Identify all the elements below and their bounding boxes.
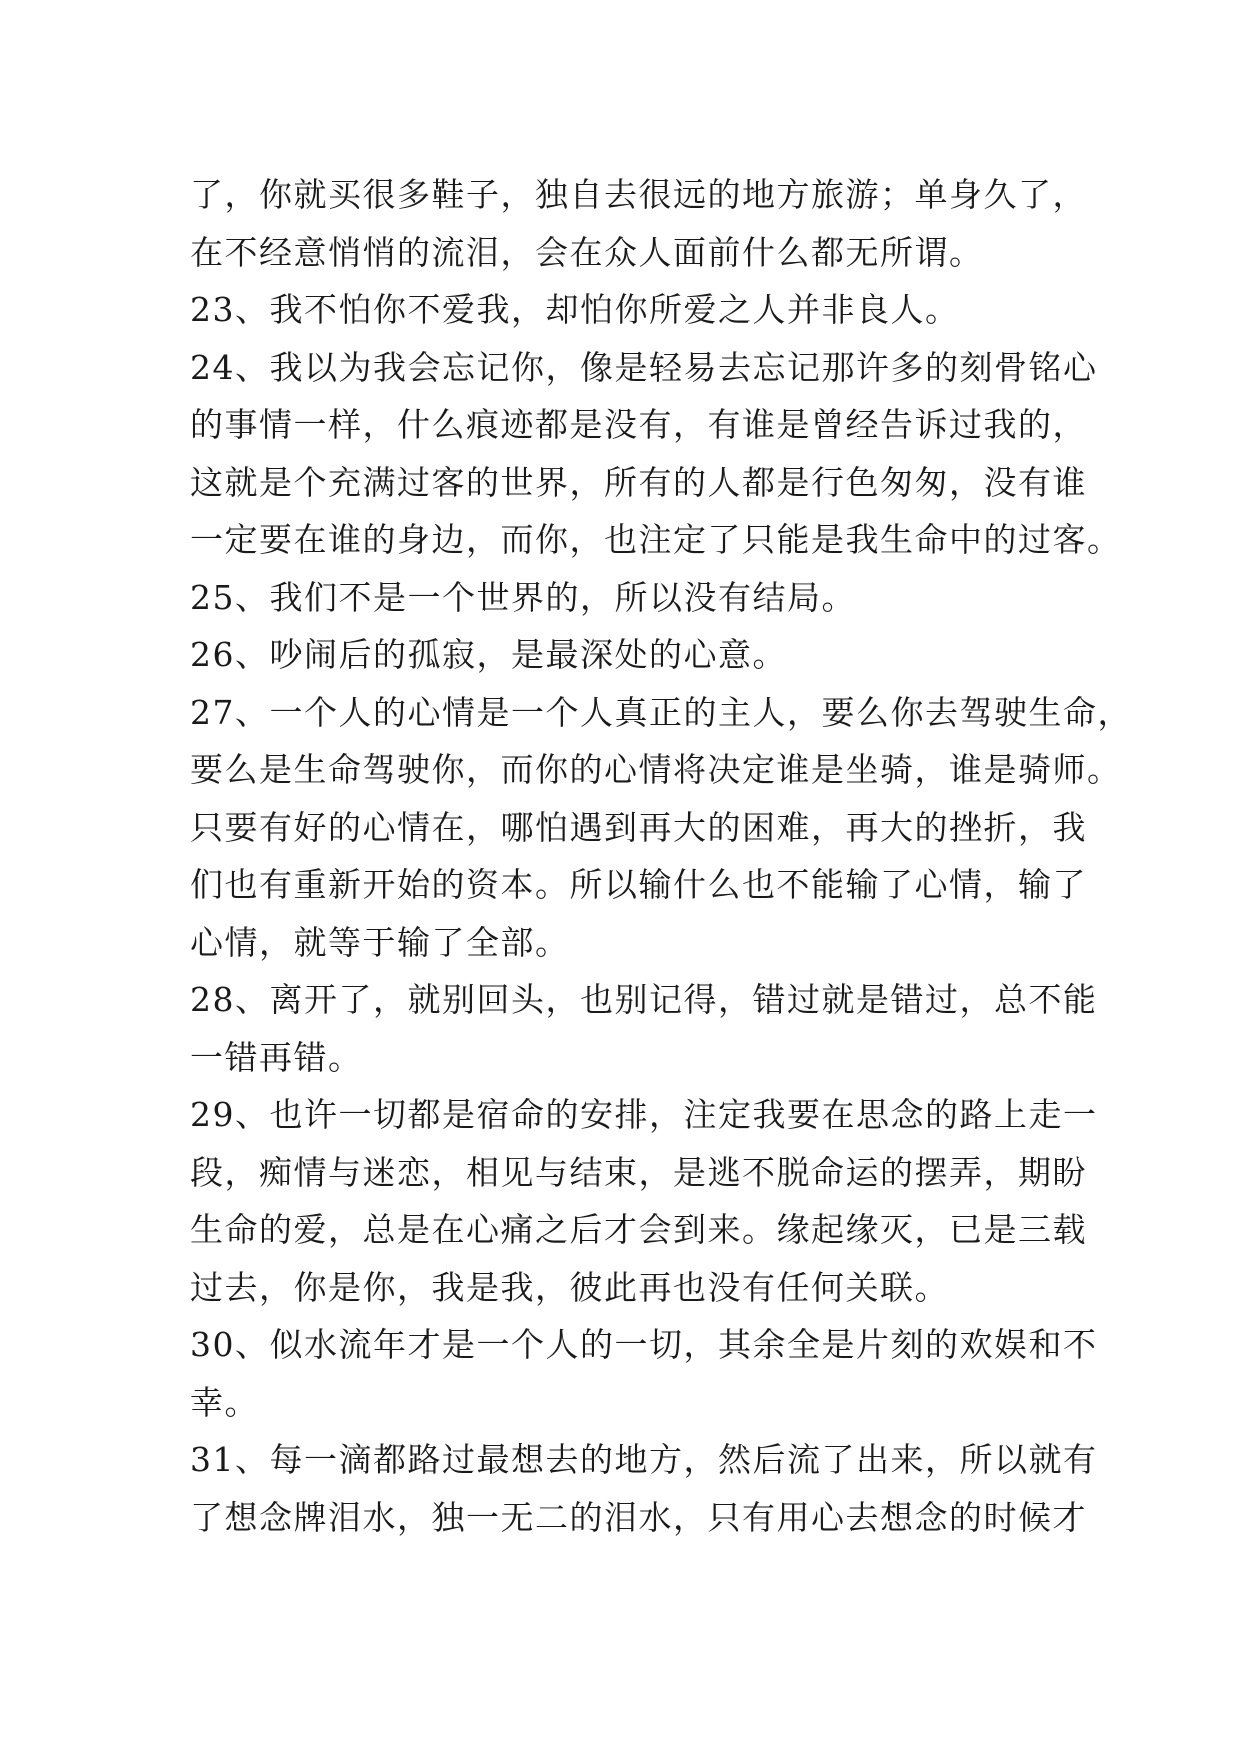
text-line: 生命的爱，总是在心痛之后才会到来。缘起缘灭，已是三载	[190, 1210, 1087, 1249]
text-line: 27、一个人的心情是一个人真正的主人，要么你去驾驶生命，	[190, 692, 1132, 732]
text-line: 了，你就买很多鞋子，独自去很远的地方旅游；单身久了，	[190, 175, 1087, 214]
text-line: 25、我们不是一个世界的，所以没有结局。	[190, 577, 856, 617]
text-line: 过去，你是你，我是我，彼此再也没有任何关联。	[190, 1267, 949, 1307]
text-line: 在不经意悄悄的流泪，会在众人面前什么都无所谓。	[190, 232, 984, 272]
text-line: 一错再错。	[190, 1037, 363, 1077]
text-line: 31、每一滴都路过最想去的地方，然后流了出来，所以就有	[190, 1440, 1098, 1479]
text-line: 30、似水流年才是一个人的一切，其余全是片刻的欢娱和不	[190, 1325, 1098, 1364]
text-line: 一定要在谁的身边，而你，也注定了只能是我生命中的过客。	[190, 520, 1122, 559]
text-line: 要么是生命驾驶你，而你的心情将决定谁是坐骑，谁是骑师。	[190, 750, 1122, 789]
text-line: 幸。	[190, 1382, 259, 1422]
text-line: 了想念牌泪水，独一无二的泪水，只有用心去想念的时候才	[190, 1497, 1087, 1537]
text-line: 只要有好的心情在，哪怕遇到再大的困难，再大的挫折，我	[190, 807, 1087, 847]
body-text	[190, 166, 1132, 1546]
text-line: 心情，就等于输了全部。	[190, 922, 570, 962]
text-line: 这就是个充满过客的世界，所有的人都是行色匆匆，没有谁	[190, 462, 1087, 502]
text-line: 29、也许一切都是宿命的安排，注定我要在思念的路上走一	[190, 1095, 1098, 1134]
text-line: 28、离开了，就别回头，也别记得，错过就是错过，总不能	[190, 980, 1098, 1019]
text-line: 23、我不怕你不爱我，却怕你所爱之人并非良人。	[190, 290, 960, 329]
text-line: 26、吵闹后的孤寂，是最深处的心意。	[190, 635, 787, 674]
text-line: 段，痴情与迷恋，相见与结束，是逃不脱命运的摆弄，期盼	[190, 1152, 1087, 1192]
text-line: 24、我以为我会忘记你，像是轻易去忘记那许多的刻骨铭心	[190, 347, 1098, 387]
text-line: 的事情一样，什么痕迹都是没有，有谁是曾经告诉过我的，	[190, 405, 1087, 444]
text-line: 们也有重新开始的资本。所以输什么也不能输了心情，输了	[190, 865, 1087, 904]
